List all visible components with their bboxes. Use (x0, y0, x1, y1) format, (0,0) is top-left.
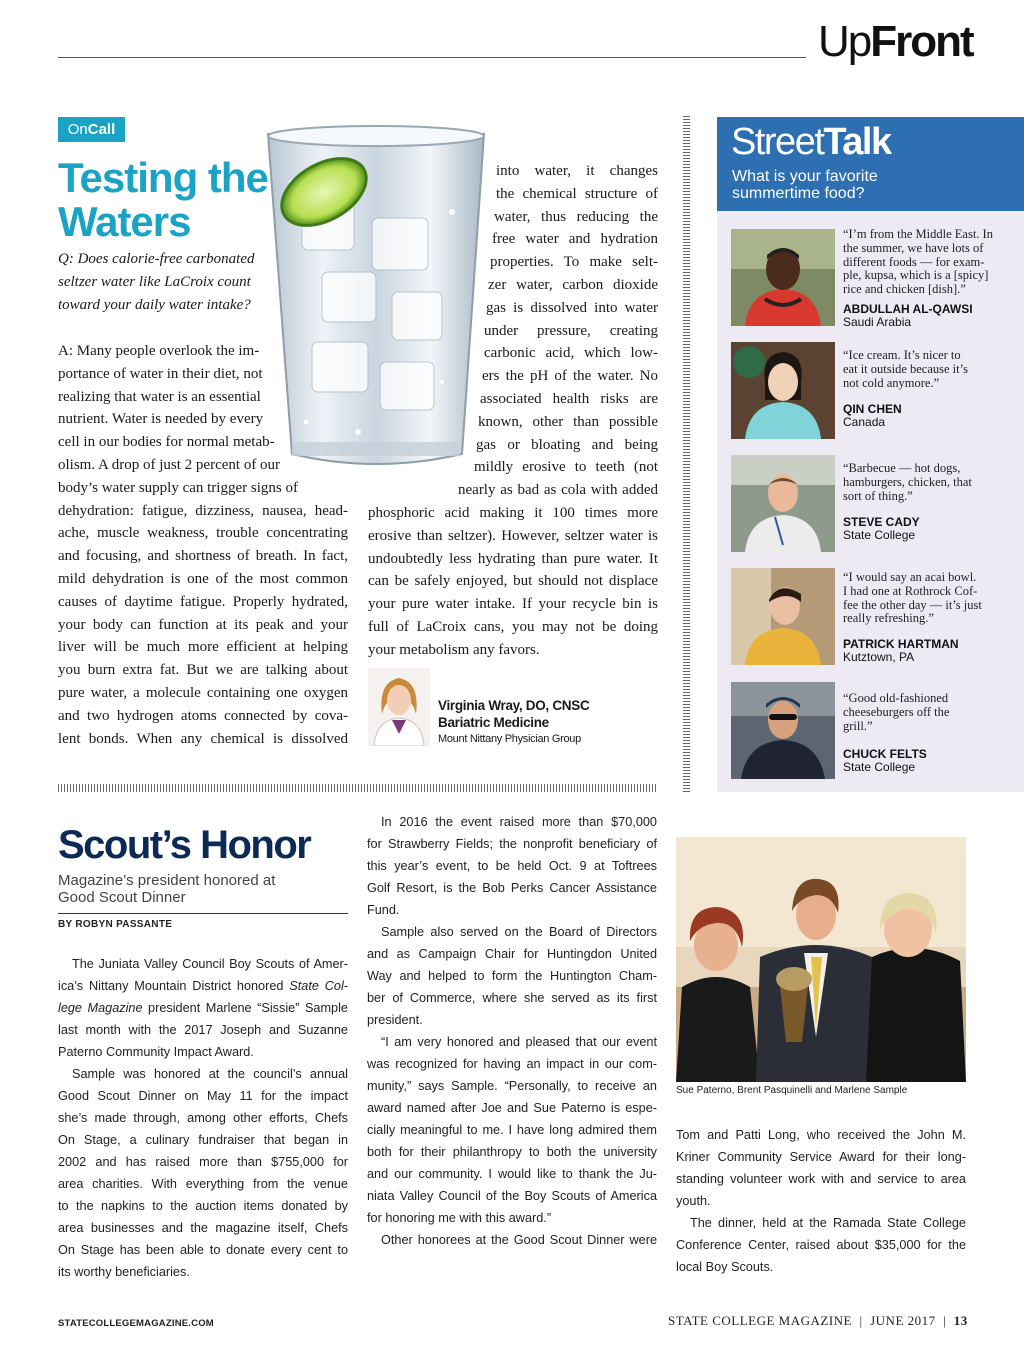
person-photo-chuck (731, 682, 835, 779)
person-quote: “Barbecue — hot dogs, hamburgers, chicken, that sort of thing.” (843, 461, 972, 503)
section-divider (58, 784, 658, 792)
person-name: QIN CHEN (843, 402, 902, 416)
footer-folio: STATE COLLEGE MAGAZINE | JUNE 2017 | 13 (668, 1313, 968, 1328)
person-hometown: Kutztown, PA (843, 650, 915, 664)
oncall-continued-column: into water, it changes the chemical structure of water, thus reducing the free water and hydration properties. To make selt- zer water, carbon dioxide gas is dissolved into water under pressure, creating carbonic acid, which low- ers the pH of the water. No associated health risks are known, other than possible gas or bloating and being mildly erosive to teeth (not nearly as bad as cola with added phosphoric acid making it 100 times more erosive than seltzer). However, seltzer water is undoubtedly less hydrating than pure water. It can be safely enjoyed, but should not displace your pure water intake. If your recycle bin is full of LaCroix cans, you may not be doing your metabolism any favors. (368, 163, 658, 658)
person-quote: “Good old-fashioned cheeseburgers off the grill.” (843, 691, 950, 733)
column-divider (683, 115, 690, 792)
streettalk-question: What is your favorite summertime food? (732, 168, 878, 202)
person-hometown: Saudi Arabia (843, 315, 912, 329)
footer-website: STATECOLLEGEMAGAZINE.COM (58, 1318, 214, 1329)
byline: BY ROBYN PASSANTE (58, 919, 173, 930)
person-name: PATRICK HARTMAN (843, 637, 959, 651)
author-headshot (368, 668, 430, 746)
award-ceremony-photo (676, 837, 966, 1082)
oncall-badge: OnCall (58, 117, 125, 142)
streettalk-title: StreetTalk (731, 121, 891, 163)
person-name: ABDULLAH AL-QAWSI (843, 302, 973, 316)
byline-rule (58, 913, 348, 914)
person-photo-qin (731, 342, 835, 439)
article-subtitle: Magazine’s president honored at Good Scout Dinner (58, 872, 276, 906)
author-name: Virginia Wray, DO, CNSC Bariatric Medicine (438, 698, 590, 730)
person-hometown: State College (843, 528, 916, 542)
oncall-headline: Testing the Waters (58, 154, 268, 245)
photo-caption: Sue Paterno, Brent Pasquinelli and Marlene Sample (676, 1085, 908, 1096)
person-photo-patrick (731, 568, 835, 665)
article-column-2: In 2016 the event raised more than $70,000 for Strawberry Fields; the nonprofit beneficiary of this year’s event, to be held Oct. 9 at Toftrees Golf Resort, is the Bob Perks Cancer Assistance Fund. Sample also served on the Board of Directors and as Campaign Chair for Huntingdon United Way and helped to form the Huntington Cham- ber of Commerce, where she served as its first president. “I am very honored and pleased that our event was recognized for having an impact in our com- munity,” says Sample. “Personally, to receive an award named after Joe and Sue Paterno is espe- cially meaningful to me. I have long admired them both for their philanthropy to both the university and our community. I would like to thank the Ju- niata Valley Council of the Boy Scouts of America for honoring me with this award.” Other honorees at the Good Scout Dinner were (367, 815, 657, 1247)
person-quote: “I would say an acai bowl. I had one at Rothrock Cof- fee the other day — it’s just really refreshing.” (843, 570, 982, 626)
person-name: CHUCK FELTS (843, 747, 927, 761)
oncall-answer-column: A: Many people overlook the im- portance of water in their diet, not realizing that water is an essential nutrient. Water is needed by every cell in our bodies for normal metab- olism. A drop of just 2 percent of our body’s water supply can trigger signs of dehydration: fatigue, dizziness, nausea, head- ache, muscle weakness, trouble concentrating and focusing, and shortness of breath. In fact, mild dehydration is one of the most common causes of daytime fatigue. Properly hydrated, your body can function at its peak and your liver will be much more efficient at helping you burn extra fat. But we are talking about pure water, a molecule containing one oxygen and two hydrogen atoms connected by cova- lent bonds. When any chemical is dissolved (58, 343, 348, 747)
person-quote: “I’m from the Middle East. In the summer, we have lots of different foods — for exam- ple, kupsa, which is a [spicy] rice and chicken [dish].” (843, 227, 993, 297)
person-hometown: State College (843, 760, 916, 774)
article-column-3: Tom and Patti Long, who received the John M. Kriner Community Service Award for their long- standing volunteer work with and service to area youth. The dinner, held at the Ramada State College Conference Center, raised about $35,000 for the local Boy Scouts. (676, 1128, 966, 1274)
person-photo-abdullah (731, 229, 835, 326)
section-title: UpFront (818, 17, 973, 66)
person-name: STEVE CADY (843, 515, 920, 529)
article-title: Scout’s Honor (58, 823, 311, 867)
person-quote: “Ice cream. It’s nicer to eat it outside because it’s not cold anymore.” (843, 348, 968, 390)
person-photo-steve (731, 455, 835, 552)
header-rule (58, 57, 806, 58)
oncall-question: Q: Does calorie-free carbonated seltzer water like LaCroix count toward your daily water intake? (58, 251, 255, 313)
article-column-1: The Juniata Valley Council Boy Scouts of Amer- ica’s Nittany Mountain District honored State Col- lege Magazine president Marlene “Sissie” Sample last month with the 2017 Joseph and Suzanne Paterno Community Impact Award. Sample was honored at the council’s annual Good Scout Dinner on May 11 for the impact she’s made through, among other efforts, Chefs On Stage, a culinary fundraiser that began in 2002 and has raised more than $755,000 for area charities. With everything from the venue to the napkins to the auction items donated by area businesses and the magazine itself, Chefs On Stage has been able to donate every cent to its worthy beneficiaries. (58, 957, 348, 1279)
person-hometown: Canada (843, 415, 886, 429)
author-organization: Mount Nittany Physician Group (438, 733, 581, 745)
